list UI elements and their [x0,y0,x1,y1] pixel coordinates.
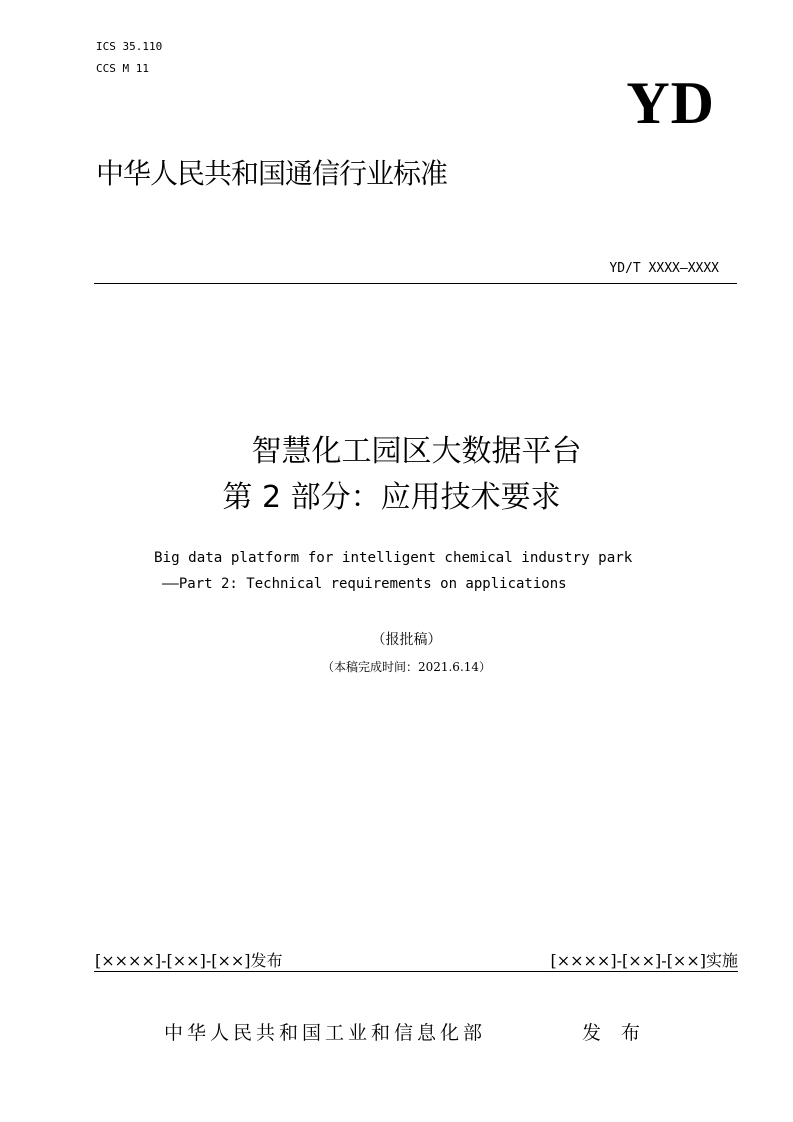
ccs-code: CCS M 11 [96,62,149,75]
draft-completion-date: （本稿完成时间：2021.6.14） [321,660,492,674]
implement-date: [××××]-[××]-[××]实施 [550,951,738,970]
top-divider [94,283,737,284]
issuing-action: 发布 [582,1022,661,1044]
title-chinese-line-1: 智慧化工园区大数据平台 [251,434,582,469]
publish-date: [××××]-[××]-[××]发布 [95,951,283,970]
title-english-line-2: ——Part 2: Technical requirements on applications [162,576,567,592]
title-english-line-1: Big data platform for intelligent chemical industry park [154,550,633,566]
title-chinese-line-2: 第 2 部分：应用技术要求 [222,480,561,515]
yd-logo: YD [626,70,715,136]
issuing-authority: 中华人民共和国工业和信息化部 [164,1022,487,1044]
ics-code: ICS 35.110 [96,40,163,53]
draft-status: （报批稿） [371,632,442,648]
standard-category: 中华人民共和国通信行业标准 [96,157,448,190]
bottom-divider [94,971,738,972]
standard-number: YD/T XXXX—XXXX [609,261,719,276]
